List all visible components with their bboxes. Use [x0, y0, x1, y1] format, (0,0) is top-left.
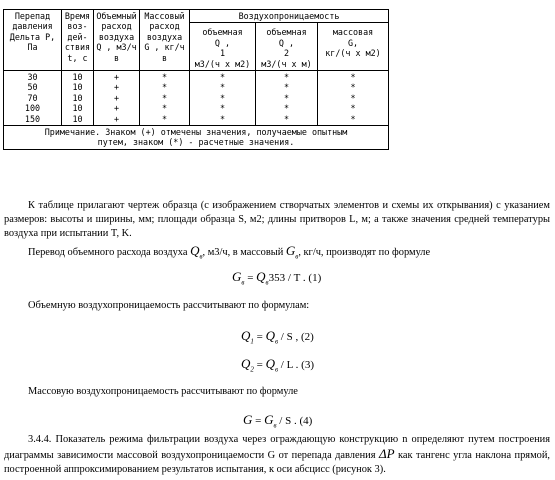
paragraph-drawing: К таблице прилагают чертеж образца (с изображением створчатых элементов и схемы их открывания) с указанием размеров: высоты и ширины, мм; площади образца S, м2; длины притворов L, м; а также значения средней температуры воздуха при испытании T, K.: [4, 200, 550, 239]
header-pressure: Перепад давления Дельта P, Па: [4, 10, 62, 71]
formula-3: $Q_2 = Q_в / L$ . (3): [241, 356, 314, 374]
col-time-values: 10 10 10 10 10: [62, 71, 94, 126]
paragraph-mass: Массовую воздухопроницаемость рассчитывают по формуле: [28, 386, 298, 397]
col-mass-area-values: * * * * *: [318, 71, 389, 126]
header-vol-area: объемная Q , 1 м3/(ч х м2): [190, 23, 256, 71]
col-volumetric-values: + + + + +: [94, 71, 140, 126]
formula-2: $Q_1 = Q_в / S$ , (2): [241, 328, 314, 346]
col-pressure-values: 30 50 70 100 150: [4, 71, 62, 126]
paragraph-conversion: Перевод объемного расхода воздуха $Q_в$, м3/ч, в массовый $G_в$, кг/ч, производят по формуле: [28, 243, 431, 261]
header-vol-length: объемная Q , 2 м3/(ч х м): [256, 23, 318, 71]
permeability-table: [3, 9, 389, 150]
formula-1: $G_в = Q_в353 / T$ . (1): [232, 269, 322, 287]
formula-4: $G = G_в / S$ . (4): [243, 412, 313, 430]
paragraph-volumetric: Объемную воздухопроницаемость рассчитывают по формулам:: [28, 300, 310, 311]
paragraph-filtration: 3.4.4. Показатель режима фильтрации воздуха через ограждающую конструкцию n определяют путем построения диаграммы зависимости массовой воздухопроницаемости G от перепада давления ΔP как тангенс угла наклона прямой, построенной аппроксимированием результатов испытания, к оси абсцисс (рисунок 3).: [4, 434, 550, 475]
table-body-row: [4, 71, 389, 126]
header-permeability: Воздухопроницаемость: [190, 10, 389, 23]
col-vol-area-values: * * * * *: [190, 71, 256, 126]
col-vol-length-values: * * * * *: [256, 71, 318, 126]
header-volumetric-flow: Объемный расход воздуха Q , м3/ч в: [94, 10, 140, 71]
header-mass-flow: Массовый расход воздуха G , кг/ч в: [140, 10, 190, 71]
header-mass-area: массовая G, кг/(ч х м2): [318, 23, 389, 71]
header-time: Время воз- дей- ствия t, с: [62, 10, 94, 71]
table-note: Примечание. Знаком (+) отмечены значения, получаемые опытным путем, знаком (*) - расчетные значения.: [4, 126, 389, 150]
col-mass-values: * * * * *: [140, 71, 190, 126]
